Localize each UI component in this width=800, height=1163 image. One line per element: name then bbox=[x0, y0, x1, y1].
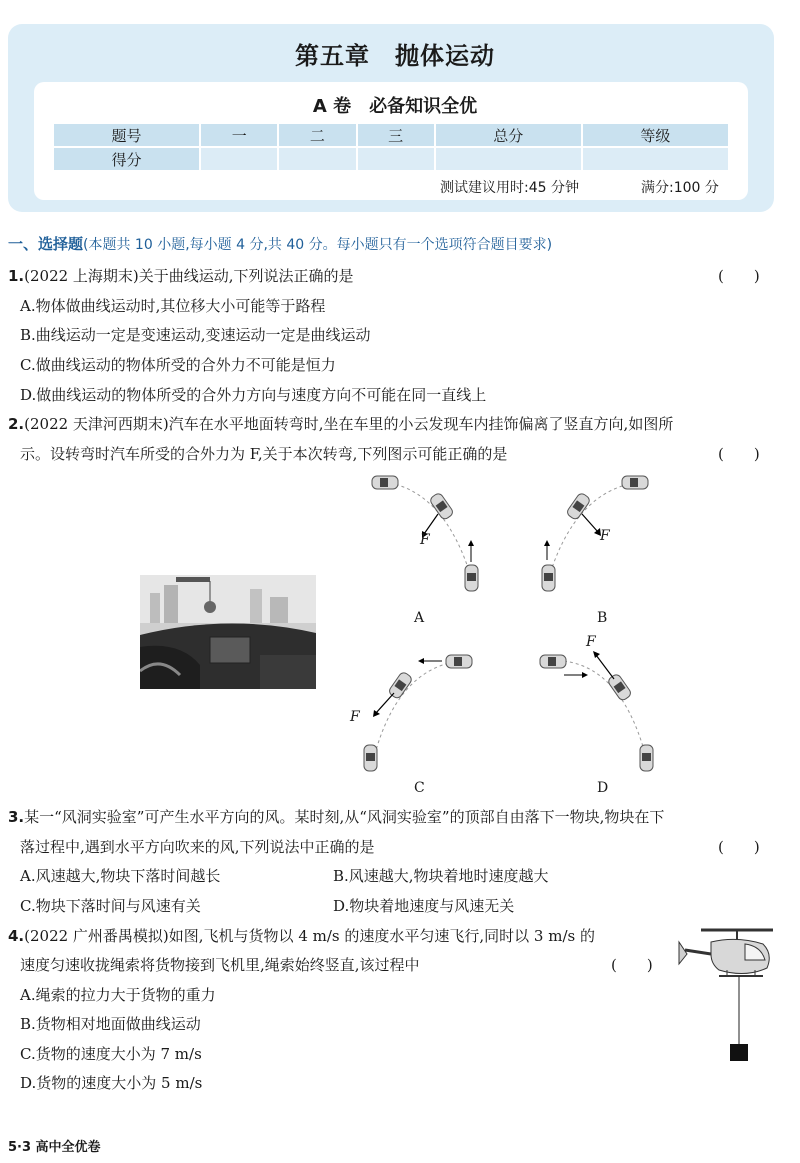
car-icon bbox=[364, 745, 377, 771]
score-table-score-row bbox=[53, 147, 729, 171]
q1-stem-text: (2022 上海期末)关于曲线运动,下列说法正确的是 bbox=[24, 267, 354, 285]
q2-stem-text-1: (2022 天津河西期末)汽车在水平地面转弯时,坐在车里的小云发现车内挂饰偏离了竖直方向,如图所 bbox=[24, 415, 674, 433]
paper-title: A 卷 必备知识全优 bbox=[312, 96, 478, 117]
q3-stem-line1 bbox=[8, 806, 664, 827]
diagram-c-force-label: F bbox=[350, 709, 360, 725]
q1-option-b[interactable]: B.曲线运动一定是变速运动,变速运动一定是曲线运动 bbox=[20, 326, 371, 344]
q4-number: 4. bbox=[8, 927, 25, 945]
q4-option-c[interactable]: C.货物的速度大小为 7 m/s bbox=[20, 1045, 202, 1063]
q4-answer-bracket[interactable]: ( ) bbox=[611, 956, 653, 974]
table-cell: 三 bbox=[357, 123, 435, 147]
score-input-cell[interactable] bbox=[357, 147, 435, 171]
q3-stem-text-1: 某一“风洞实验室”可产生水平方向的风。某时刻,从“风洞实验室”的顶部自由落下一物块,物块在下 bbox=[24, 808, 665, 826]
car-interior-photo bbox=[140, 575, 316, 689]
q2-stem-line1 bbox=[8, 413, 673, 434]
q1-option-c[interactable]: C.做曲线运动的物体所受的合外力不可能是恒力 bbox=[20, 356, 336, 374]
score-input-cell[interactable] bbox=[582, 147, 729, 171]
q3-option-a[interactable]: A.风速越大,物块下落时间越长 bbox=[20, 867, 221, 885]
q1-answer-bracket[interactable]: ( ) bbox=[718, 267, 760, 285]
q4-stem-line2: 速度匀速收拢绳索将货物接到飞机里,绳索始终竖直,该过程中 bbox=[20, 956, 420, 974]
diagram-c bbox=[350, 645, 500, 785]
q3-number: 3. bbox=[8, 808, 25, 826]
car-icon bbox=[372, 476, 398, 489]
q2-stem-line2: 示。设转弯时汽车所受的合外力为 F,关于本次转弯,下列图示可能正确的是 bbox=[20, 445, 508, 463]
diagram-b-force-label: F bbox=[600, 528, 610, 544]
q4-option-d[interactable]: D.货物的速度大小为 5 m/s bbox=[20, 1074, 203, 1092]
q3-answer-bracket[interactable]: ( ) bbox=[718, 838, 760, 856]
diagram-d-label: D bbox=[597, 780, 609, 796]
car-icon bbox=[607, 673, 633, 702]
q3-option-b[interactable]: B.风速越大,物块着地时速度越大 bbox=[333, 867, 549, 885]
table-cell: 得分 bbox=[53, 147, 200, 171]
table-cell: 总分 bbox=[435, 123, 582, 147]
diagram-d bbox=[530, 645, 680, 785]
score-input-cell[interactable] bbox=[200, 147, 278, 171]
section-title bbox=[8, 233, 552, 254]
section-description: (本题共 10 小题,每小题 4 分,共 40 分。每小题只有一个选项符合题目要求) bbox=[83, 237, 553, 253]
table-cell: 一 bbox=[200, 123, 278, 147]
q3-stem-line2: 落过程中,遇到水平方向吹来的风,下列说法中正确的是 bbox=[20, 838, 375, 856]
diagram-a-label: A bbox=[414, 610, 425, 626]
car-icon bbox=[446, 655, 472, 668]
table-cell: 题号 bbox=[53, 123, 200, 147]
score-input-cell[interactable] bbox=[278, 147, 356, 171]
q4-stem-text-1: (2022 广州番禺模拟)如图,飞机与货物以 4 m/s 的速度水平匀速飞行,同时以 3 m/s 的 bbox=[24, 927, 595, 945]
q3-option-d[interactable]: D.物块着地速度与风速无关 bbox=[333, 897, 515, 915]
diagram-d-force-label: F bbox=[586, 634, 596, 650]
q1-option-d[interactable]: D.做曲线运动的物体所受的合外力方向与速度方向不可能在同一直线上 bbox=[20, 386, 487, 404]
car-icon bbox=[566, 492, 592, 521]
table-cell: 二 bbox=[278, 123, 356, 147]
helicopter-with-cargo bbox=[675, 920, 785, 1070]
chapter-title: 第五章 抛体运动 bbox=[295, 42, 495, 70]
section-heading: 一、选择题 bbox=[8, 235, 84, 253]
score-table bbox=[52, 122, 730, 172]
q3-option-c[interactable]: C.物块下落时间与风速有关 bbox=[20, 897, 201, 915]
q2-number: 2. bbox=[8, 415, 25, 433]
time-note: 测试建议用时:45 分钟 bbox=[440, 180, 579, 196]
score-input-cell[interactable] bbox=[435, 147, 582, 171]
score-note: 满分:100 分 bbox=[641, 180, 719, 196]
car-icon bbox=[542, 565, 555, 591]
diagram-c-label: C bbox=[414, 780, 425, 796]
car-icon bbox=[640, 745, 653, 771]
car-icon bbox=[540, 655, 566, 668]
q1-stem bbox=[8, 265, 354, 286]
diagram-a-force-label: F bbox=[420, 532, 430, 548]
q1-number: 1. bbox=[8, 267, 25, 285]
q4-option-b[interactable]: B.货物相对地面做曲线运动 bbox=[20, 1015, 201, 1033]
footer-logo-text: 5·3 高中全优卷 bbox=[8, 1140, 101, 1155]
q4-option-a[interactable]: A.绳索的拉力大于货物的重力 bbox=[20, 986, 216, 1004]
q4-stem-line1 bbox=[8, 925, 595, 946]
q2-answer-bracket[interactable]: ( ) bbox=[718, 445, 760, 463]
score-table-header-row bbox=[53, 123, 729, 147]
car-icon bbox=[622, 476, 648, 489]
q1-option-a[interactable]: A.物体做曲线运动时,其位移大小可能等于路程 bbox=[20, 297, 326, 315]
car-icon bbox=[465, 565, 478, 591]
diagram-b-label: B bbox=[597, 610, 608, 626]
table-cell: 等级 bbox=[582, 123, 729, 147]
